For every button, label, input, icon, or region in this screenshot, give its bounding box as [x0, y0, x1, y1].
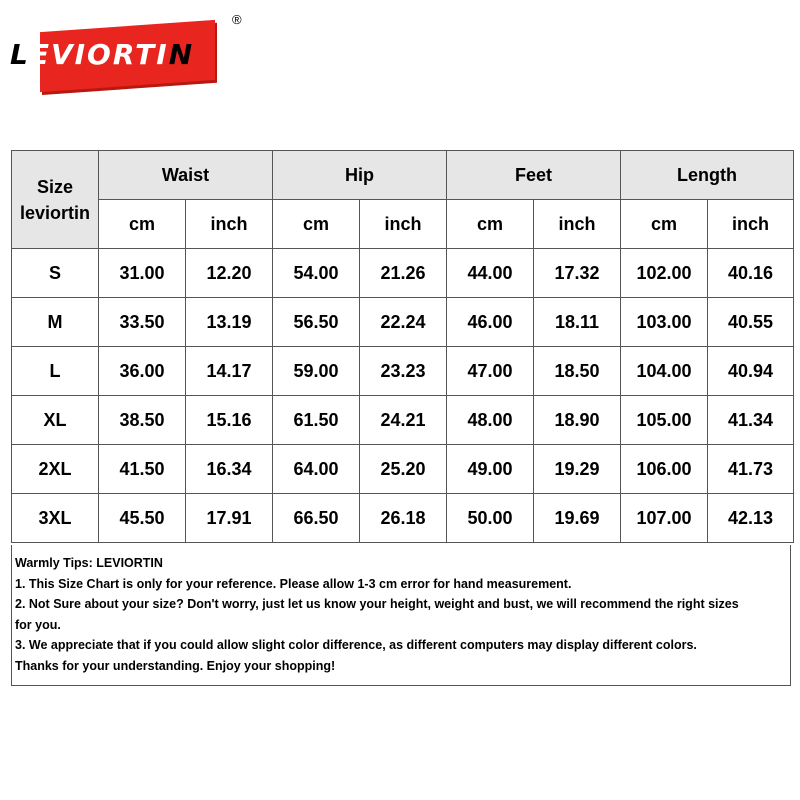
table-cell: 61.50 — [273, 396, 360, 445]
table-cell: 47.00 — [447, 347, 534, 396]
unit-header: inch — [186, 200, 273, 249]
table-cell: 50.00 — [447, 494, 534, 543]
table-cell: 19.29 — [534, 445, 621, 494]
tips-box — [11, 545, 791, 686]
table-cell: 40.55 — [708, 298, 794, 347]
size-cell: XL — [12, 396, 99, 445]
table-cell: 31.00 — [99, 249, 186, 298]
table-cell: 23.23 — [360, 347, 447, 396]
table-cell: 44.00 — [447, 249, 534, 298]
table-cell: 105.00 — [621, 396, 708, 445]
size-cell: M — [12, 298, 99, 347]
size-cell: L — [12, 347, 99, 396]
table-cell: 103.00 — [621, 298, 708, 347]
tip-line: 3. We appreciate that if you could allow slight color difference, as different computers may display different colors. — [15, 638, 697, 652]
unit-header: inch — [534, 200, 621, 249]
table-cell: 16.34 — [186, 445, 273, 494]
table-row — [12, 298, 794, 347]
header-row-units — [12, 200, 794, 249]
table-cell: 66.50 — [273, 494, 360, 543]
table-row — [12, 347, 794, 396]
table-cell: 49.00 — [447, 445, 534, 494]
table-cell: 42.13 — [708, 494, 794, 543]
table-cell: 56.50 — [273, 298, 360, 347]
table-row — [12, 445, 794, 494]
table-cell: 102.00 — [621, 249, 708, 298]
tips-title: Warmly Tips: LEVIORTIN — [15, 556, 163, 570]
table-cell: 17.91 — [186, 494, 273, 543]
table-cell: 54.00 — [273, 249, 360, 298]
tip-line: for you. — [15, 617, 61, 632]
unit-header: cm — [447, 200, 534, 249]
group-header-waist: Waist — [99, 151, 273, 200]
table-cell: 46.00 — [447, 298, 534, 347]
registered-mark: ® — [232, 12, 242, 27]
table-cell: 18.11 — [534, 298, 621, 347]
table-row — [12, 396, 794, 445]
size-chart-table — [11, 150, 794, 543]
group-header-length: Length — [621, 151, 794, 200]
unit-header: inch — [708, 200, 794, 249]
table-row — [12, 494, 794, 543]
table-cell: 40.94 — [708, 347, 794, 396]
table-cell: 104.00 — [621, 347, 708, 396]
table-row — [12, 249, 794, 298]
size-header — [12, 151, 99, 249]
table-cell: 41.50 — [99, 445, 186, 494]
logo-text: LEVIORTIN — [10, 38, 195, 71]
table-cell: 36.00 — [99, 347, 186, 396]
unit-header: cm — [273, 200, 360, 249]
unit-header: cm — [99, 200, 186, 249]
table-cell: 48.00 — [447, 396, 534, 445]
group-header-hip: Hip — [273, 151, 447, 200]
table-cell: 22.24 — [360, 298, 447, 347]
size-header-line2: leviortin — [19, 202, 90, 223]
table-cell: 24.21 — [360, 396, 447, 445]
group-header-feet: Feet — [447, 151, 621, 200]
table-cell: 45.50 — [99, 494, 186, 543]
table-cell: 41.34 — [708, 396, 794, 445]
table-cell: 25.20 — [360, 445, 447, 494]
header-row-groups — [12, 151, 794, 200]
table-cell: 41.73 — [708, 445, 794, 494]
table-cell: 12.20 — [186, 249, 273, 298]
table-cell: 26.18 — [360, 494, 447, 543]
table-cell: 59.00 — [273, 347, 360, 396]
size-cell: 3XL — [12, 494, 99, 543]
table-cell: 21.26 — [360, 249, 447, 298]
table-cell: 13.19 — [186, 298, 273, 347]
table-cell: 14.17 — [186, 347, 273, 396]
table-cell: 33.50 — [99, 298, 186, 347]
table-cell: 18.50 — [534, 347, 621, 396]
table-cell: 64.00 — [273, 445, 360, 494]
table-cell: 15.16 — [186, 396, 273, 445]
size-cell: S — [12, 249, 99, 298]
unit-header: cm — [621, 200, 708, 249]
table-cell: 38.50 — [99, 396, 186, 445]
tip-line: 2. Not Sure about your size? Don't worry, just let us know your height, weight and bust, we will recommend the right sizes — [15, 597, 739, 611]
table-cell: 17.32 — [534, 249, 621, 298]
tip-line: Thanks for your understanding. Enjoy your shopping! — [15, 658, 336, 673]
table-cell: 19.69 — [534, 494, 621, 543]
tip-line: 1. This Size Chart is only for your reference. Please allow 1-3 cm error for hand measurement. — [15, 576, 572, 591]
table-cell: 107.00 — [621, 494, 708, 543]
table-cell: 40.16 — [708, 249, 794, 298]
size-header-line1: Size — [36, 176, 74, 197]
brand-logo — [10, 12, 250, 88]
unit-header: inch — [360, 200, 447, 249]
table-cell: 106.00 — [621, 445, 708, 494]
size-cell: 2XL — [12, 445, 99, 494]
table-cell: 18.90 — [534, 396, 621, 445]
